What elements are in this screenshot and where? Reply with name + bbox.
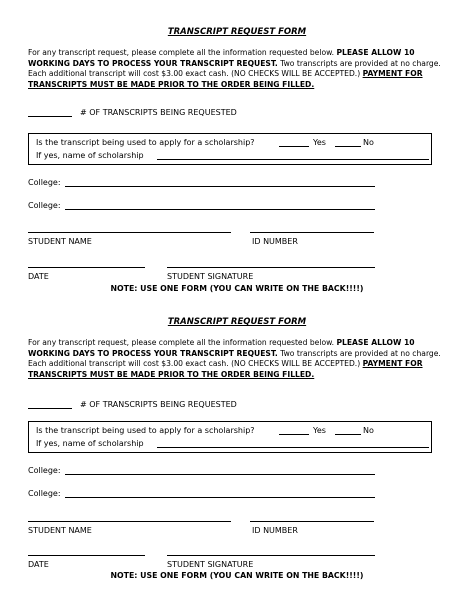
- payment-notice: PAYMENT FOR TRANSCRIPTS MUST BE MADE PRIOR TO THE ORDER BEING FILLED.: [28, 359, 423, 379]
- form-note: NOTE: USE ONE FORM (YOU CAN WRITE ON THE BACK!!!!): [110, 284, 364, 293]
- date-label: DATE: [28, 560, 49, 569]
- scholarship-name-field[interactable]: [157, 447, 429, 448]
- num-transcripts-label: # OF TRANSCRIPTS BEING REQUESTED: [80, 400, 237, 409]
- transcript-request-form-2: [0, 290, 474, 590]
- scholarship-no-field[interactable]: [335, 146, 361, 147]
- college-2-label: College:: [28, 201, 61, 210]
- scholarship-question: Is the transcript being used to apply for a scholarship?: [36, 138, 255, 147]
- processing-time-notice: PLEASE ALLOW 10 WORKING DAYS TO PROCESS YOUR TRANSCRIPT REQUEST.: [28, 338, 415, 358]
- signature-field[interactable]: [167, 267, 375, 268]
- no-label: No: [363, 138, 374, 147]
- instructions-text: For any transcript request, please complete all the information requested below.: [28, 48, 335, 57]
- signature-label: STUDENT SIGNATURE: [167, 560, 254, 569]
- scholarship-name-label: If yes, name of scholarship: [36, 439, 144, 448]
- form-title: TRANSCRIPT REQUEST FORM: [167, 317, 307, 327]
- id-number-label: ID NUMBER: [252, 526, 298, 535]
- college-2-field[interactable]: [65, 497, 375, 498]
- scholarship-yes-field[interactable]: [279, 146, 309, 147]
- num-transcripts-label: # OF TRANSCRIPTS BEING REQUESTED: [80, 108, 237, 117]
- fee-text: Two transcripts are provided at no charge. Each additional transcript will cost $3.00 exact cash. (NO CHECKS WILL BE ACCEPTED.): [28, 58, 441, 79]
- form-title: TRANSCRIPT REQUEST FORM: [167, 27, 307, 37]
- form-instructions: [28, 338, 448, 380]
- signature-field[interactable]: [167, 555, 375, 556]
- college-2-label: College:: [28, 489, 61, 498]
- instructions-text: For any transcript request, please complete all the information requested below.: [28, 338, 335, 347]
- scholarship-name-label: If yes, name of scholarship: [36, 151, 144, 160]
- date-label: DATE: [28, 272, 49, 281]
- date-field[interactable]: [28, 267, 145, 268]
- college-1-field[interactable]: [65, 186, 375, 187]
- date-field[interactable]: [28, 555, 145, 556]
- id-number-field[interactable]: [250, 521, 374, 522]
- college-1-field[interactable]: [65, 474, 375, 475]
- scholarship-yes-field[interactable]: [279, 434, 309, 435]
- processing-time-notice: PLEASE ALLOW 10 WORKING DAYS TO PROCESS YOUR TRANSCRIPT REQUEST.: [28, 48, 415, 68]
- college-2-field[interactable]: [65, 209, 375, 210]
- form-note: NOTE: USE ONE FORM (YOU CAN WRITE ON THE BACK!!!!): [110, 571, 364, 580]
- student-name-label: STUDENT NAME: [28, 237, 92, 246]
- yes-label: Yes: [313, 426, 326, 435]
- yes-label: Yes: [313, 138, 326, 147]
- payment-notice: PAYMENT FOR TRANSCRIPTS MUST BE MADE PRIOR TO THE ORDER BEING FILLED.: [28, 69, 423, 89]
- college-1-label: College:: [28, 178, 61, 187]
- num-transcripts-field[interactable]: [28, 408, 72, 409]
- id-number-field[interactable]: [250, 232, 374, 233]
- signature-label: STUDENT SIGNATURE: [167, 272, 254, 281]
- scholarship-name-field[interactable]: [157, 159, 429, 160]
- num-transcripts-field[interactable]: [28, 116, 72, 117]
- fee-text: Two transcripts are provided at no charge. Each additional transcript will cost $3.00 exact cash. (NO CHECKS WILL BE ACCEPTED.): [28, 348, 441, 369]
- scholarship-no-field[interactable]: [335, 434, 361, 435]
- scholarship-box: [28, 421, 432, 453]
- student-name-field[interactable]: [28, 521, 231, 522]
- college-1-label: College:: [28, 466, 61, 475]
- form-instructions: [28, 48, 448, 90]
- scholarship-question: Is the transcript being used to apply for a scholarship?: [36, 426, 255, 435]
- student-name-field[interactable]: [28, 232, 231, 233]
- id-number-label: ID NUMBER: [252, 237, 298, 246]
- student-name-label: STUDENT NAME: [28, 526, 92, 535]
- transcript-request-form-1: [0, 0, 474, 300]
- scholarship-box: [28, 133, 432, 165]
- no-label: No: [363, 426, 374, 435]
